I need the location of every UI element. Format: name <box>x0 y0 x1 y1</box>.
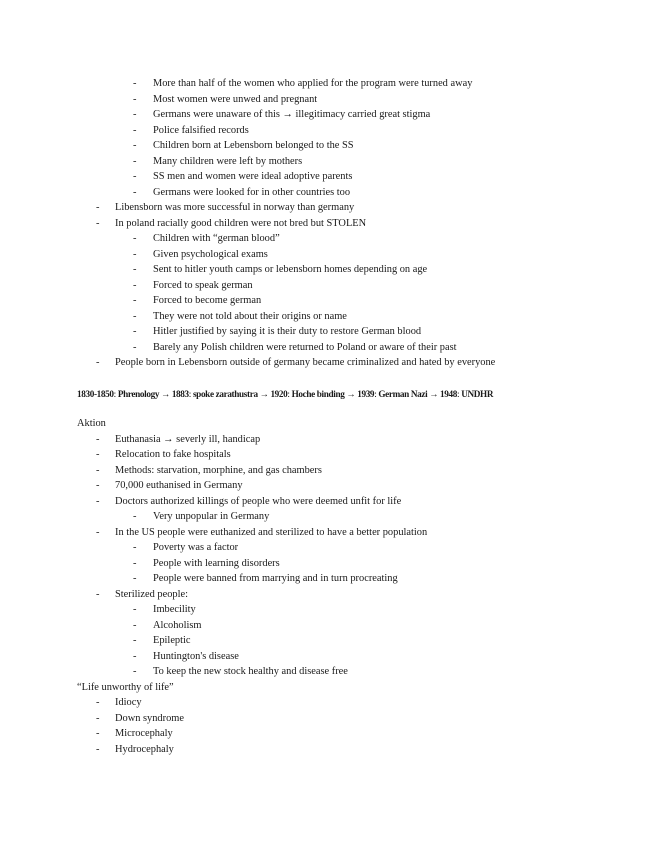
bullet-dash: - <box>133 341 137 353</box>
bullet-text: They were not told about their origins or name <box>153 310 347 322</box>
timeline-colon: : <box>374 389 379 399</box>
bullet-dash: - <box>133 295 137 306</box>
bullet-dash: - <box>133 233 137 244</box>
arrow-icon: → <box>159 389 172 399</box>
bullet-dash: - <box>96 464 100 476</box>
bullet-text: Most women were unwed and pregnant <box>153 93 318 105</box>
timeline-year: 1948 <box>440 389 458 399</box>
bullet-dash: - <box>133 279 137 291</box>
bullet-text: Alcoholism <box>153 619 202 631</box>
timeline-event: UNDHR <box>461 389 494 399</box>
bullet-text: Epileptic <box>153 635 191 646</box>
bullet-text: Methods: starvation, morphine, and gas chambers <box>115 464 322 476</box>
bullet-dash: - <box>133 264 137 275</box>
bullet-dash: - <box>96 743 100 755</box>
bullet-dash: - <box>133 93 137 105</box>
timeline-year: 1830-1850 <box>77 389 114 399</box>
bullet-text: Doctors authorized killings of people who were deemed unfit for life <box>115 495 402 507</box>
timeline-event: Hoche binding <box>291 389 345 399</box>
bullet-dash: - <box>133 171 137 182</box>
bullet-dash: - <box>133 109 137 120</box>
bullet-text: “Life unworthy of life” <box>77 681 174 693</box>
bullet-dash: - <box>133 511 137 522</box>
bullet-text: Barely any Polish children were returned to Poland or aware of their past <box>153 341 457 353</box>
bullet-dash: - <box>96 449 100 460</box>
bullet-dash: - <box>133 124 137 136</box>
bullet-dash: - <box>133 140 137 151</box>
timeline-colon: : <box>188 389 193 399</box>
bullet-text: Down syndrome <box>115 712 184 724</box>
bullet-text: Very unpopular in Germany <box>153 511 270 522</box>
bullet-text: Microcephaly <box>115 728 173 739</box>
bullet-dash: - <box>133 635 137 646</box>
timeline-year: 1883 <box>171 389 189 399</box>
bullet-text: People born in Lebensborn outside of germany became criminalized and hated by everyone <box>115 357 496 368</box>
bullet-text: Given psychological exams <box>153 248 268 260</box>
bullet-text: People were banned from marrying and in turn procreating <box>153 573 398 584</box>
bullet-dash: - <box>96 526 100 538</box>
bullet-text: Police falsified records <box>153 124 249 136</box>
bullet-text: Forced to become german <box>153 295 262 306</box>
bullet-dash: - <box>133 155 137 167</box>
bullet-text: Euthanasia → severly ill, handicap <box>115 433 261 445</box>
timeline-event: spoke zarathustra <box>192 389 258 399</box>
timeline-event: German Nazi <box>378 389 428 399</box>
bullet-text: Germans were looked for in other countries too <box>153 186 351 198</box>
timeline-year: 1939 <box>357 389 375 399</box>
bullet-text: In the US people were euthanized and sterilized to have a better population <box>115 526 428 538</box>
timeline-colon: : <box>457 389 462 399</box>
bullet-dash: - <box>96 728 100 739</box>
bullet-text: Sent to hitler youth camps or lebensborn homes depending on age <box>153 264 428 275</box>
bullet-text: Aktion <box>77 418 106 429</box>
bullet-dash: - <box>96 357 100 368</box>
bullet-dash: - <box>133 619 137 631</box>
bullet-text: Relocation to fake hospitals <box>115 449 231 460</box>
bullet-dash: - <box>96 495 100 507</box>
bullet-text: Many children were left by mothers <box>153 155 303 167</box>
bullet-dash: - <box>133 186 137 198</box>
bullet-dash: - <box>133 573 137 584</box>
bullet-dash: - <box>96 217 100 229</box>
bullet-text: Forced to speak german <box>153 279 253 291</box>
bullet-text: Hydrocephaly <box>115 743 174 755</box>
bullet-text: Huntington's disease <box>153 650 239 662</box>
arrow-icon: → <box>344 389 358 399</box>
timeline-event: Phrenology <box>117 389 160 399</box>
bullet-dash: - <box>133 666 137 677</box>
bullet-text: Children born at Lebensborn belonged to the SS <box>153 140 354 151</box>
timeline-colon: : <box>287 389 292 399</box>
bullet-dash: - <box>96 588 100 600</box>
arrow-icon: → <box>427 389 441 399</box>
bullet-dash: - <box>133 310 137 322</box>
timeline-colon: : <box>113 389 118 399</box>
bullet-dash: - <box>133 78 137 89</box>
bullet-dash: - <box>133 557 137 569</box>
bullet-text: In poland racially good children were not bred but STOLEN <box>115 217 367 229</box>
bullet-text: Idiocy <box>115 697 142 708</box>
bullet-text: Imbecility <box>153 604 196 615</box>
bullet-dash: - <box>133 248 137 260</box>
bullet-dash: - <box>133 604 137 615</box>
bullet-dash: - <box>133 326 137 337</box>
bullet-dash: - <box>96 202 100 213</box>
bullet-text: Sterilized people: <box>115 588 188 600</box>
bullet-dash: - <box>96 712 100 724</box>
bullet-dash: - <box>133 650 137 662</box>
timeline-line <box>77 389 493 399</box>
bullet-text: SS men and women were ideal adoptive parents <box>153 171 353 182</box>
bullet-text: Children with “german blood” <box>153 233 280 244</box>
bullet-dash: - <box>133 542 137 553</box>
bullet-text: 70,000 euthanised in Germany <box>115 480 243 491</box>
bullet-dash: - <box>96 433 100 445</box>
bullet-text: Libensborn was more successful in norway than germany <box>115 202 355 213</box>
bullet-dash: - <box>96 480 100 491</box>
bullet-text: People with learning disorders <box>153 557 280 569</box>
bullet-text: Germans were unaware of this → illegitimacy carried great stigma <box>153 109 431 120</box>
arrow-icon: → <box>257 389 271 399</box>
bullet-text: Hitler justified by saying it is their duty to restore German blood <box>153 326 422 337</box>
bullet-text: Poverty was a factor <box>153 542 239 553</box>
timeline-year: 1920 <box>270 389 288 399</box>
bullet-text: More than half of the women who applied for the program were turned away <box>153 78 473 89</box>
bullet-text: To keep the new stock healthy and disease free <box>153 666 348 677</box>
bullet-dash: - <box>96 697 100 708</box>
